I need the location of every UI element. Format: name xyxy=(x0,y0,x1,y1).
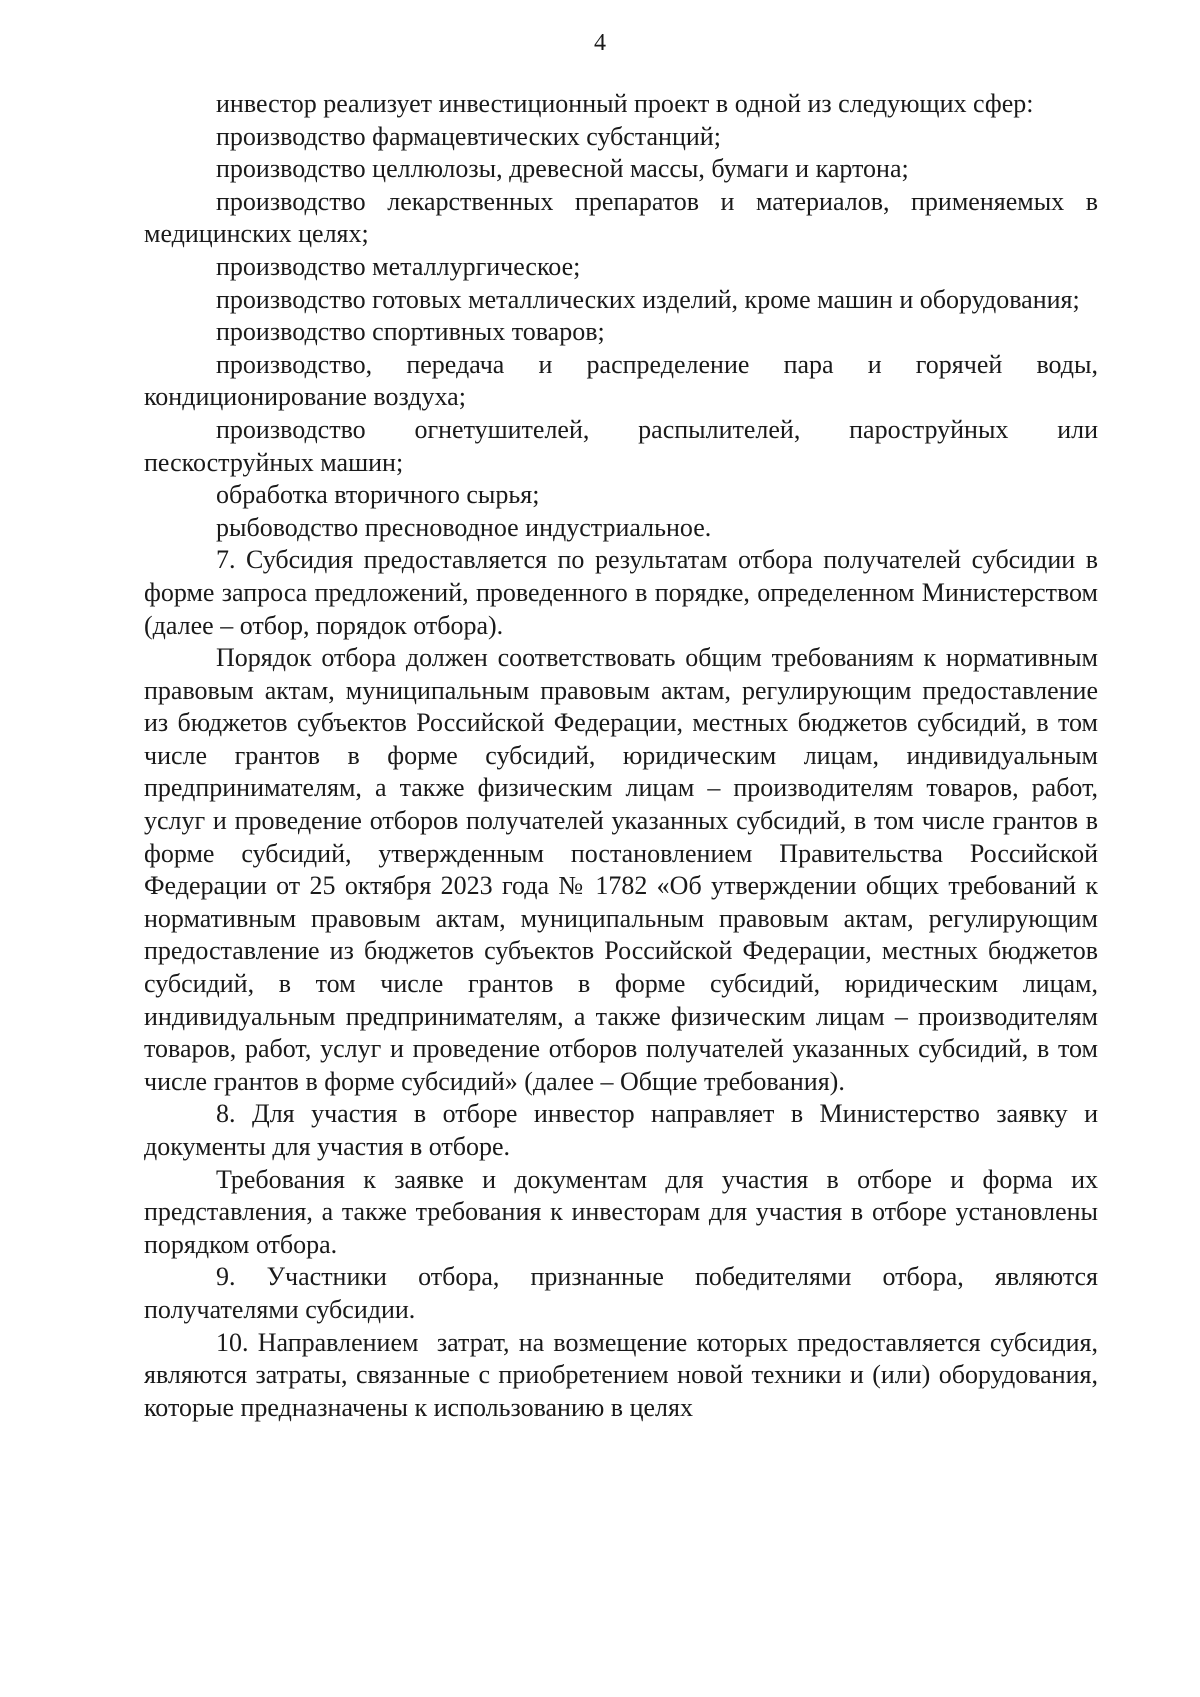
paragraph-medicines: производство лекарственных препаратов и материалов, применяемых в медицинских целях; xyxy=(144,186,1105,249)
paragraph-steam-water: производство, передача и распределение пара и горячей воды, кондиционирование воздуха; xyxy=(144,349,1105,412)
paragraph-metallurgy: производство металлургическое; xyxy=(216,251,581,281)
paragraph-cellulose: производство целлюлозы, древесной массы, бумаги и картона; xyxy=(216,154,909,184)
paragraph-8-application: 8. Для участия в отборе инвестор направляет в Министерство заявку и документы для участия в отборе. xyxy=(144,1099,1105,1161)
paragraph-investor-spheres: инвестор реализует инвестиционный проект в одной из следующих сфер: xyxy=(216,89,1034,118)
paragraph-selection-requirements: Порядок отбора должен соответствовать общим требованиям к нормативным правовым актам, муниципальным правовым актам, регулирующим предоставление из бюджетов субъектов Российской Федерации, местных бюджетов субсидий, в том числе грантов в форме субсидий, юридическим лицам, индивидуальным предпринимателям, а также физическим лицам – производителям товаров, работ, услуг и проведение отборов получателей указанных субсидий, в том числе грантов в форме субсидий, утвержденным постановлением Правительства Российской Федерации от 25 октября 2023 года № 1782 «Об утверждении общих требований к нормативным правовым актам, муниципальным правовым актам, регулирующим предоставление из бюджетов субъектов Российской Федерации, местных бюджетов субсидий, в том числе грантов в форме субсидий, юридическим лицам, индивидуальным предпринимателям, а также физическим лицам – производителям товаров, работ, услуг и проведение отборов получателей указанных субсидий, в том числе грантов в форме субсидий» (далее – Общие требования). xyxy=(144,643,1105,1096)
paragraph-metal-products: производство готовых металлических изделий, кроме машин и оборудования; xyxy=(216,284,1080,314)
document-body xyxy=(144,88,1105,1424)
paragraph-fish-farming: рыбоводство пресноводное индустриальное. xyxy=(216,512,712,542)
paragraph-application-requirements: Требования к заявке и документам для участия в отборе и форма их представления, а также требования к инвесторам для участия в отборе установлены порядком отбора. xyxy=(144,1164,1105,1259)
paragraph-extinguishers: производство огнетушителей, распылителей, пароструйных или пескоструйных машин; xyxy=(144,414,1105,477)
paragraph-pharma: производство фармацевтических субстанций; xyxy=(216,121,721,151)
paragraph-recycling: обработка вторичного сырья; xyxy=(216,480,540,510)
page-number: 4 xyxy=(594,30,606,56)
paragraph-9-winners: 9. Участники отбора, признанные победителями отбора, являются получателями субсидии. xyxy=(144,1262,1105,1324)
paragraph-10-expenses: 10. Направлением затрат, на возмещение которых предоставляется субсидия, являются затраты, связанные с приобретением новой техники и (или) оборудования, которые предназначены к использованию в целях xyxy=(144,1327,1105,1422)
paragraph-sport-goods: производство спортивных товаров; xyxy=(216,317,605,347)
paragraph-7-selection: 7. Субсидия предоставляется по результатам отбора получателей субсидии в форме запроса предложений, проведенного в порядке, определенном Министерством (далее – отбор, порядок отбора). xyxy=(144,545,1105,640)
